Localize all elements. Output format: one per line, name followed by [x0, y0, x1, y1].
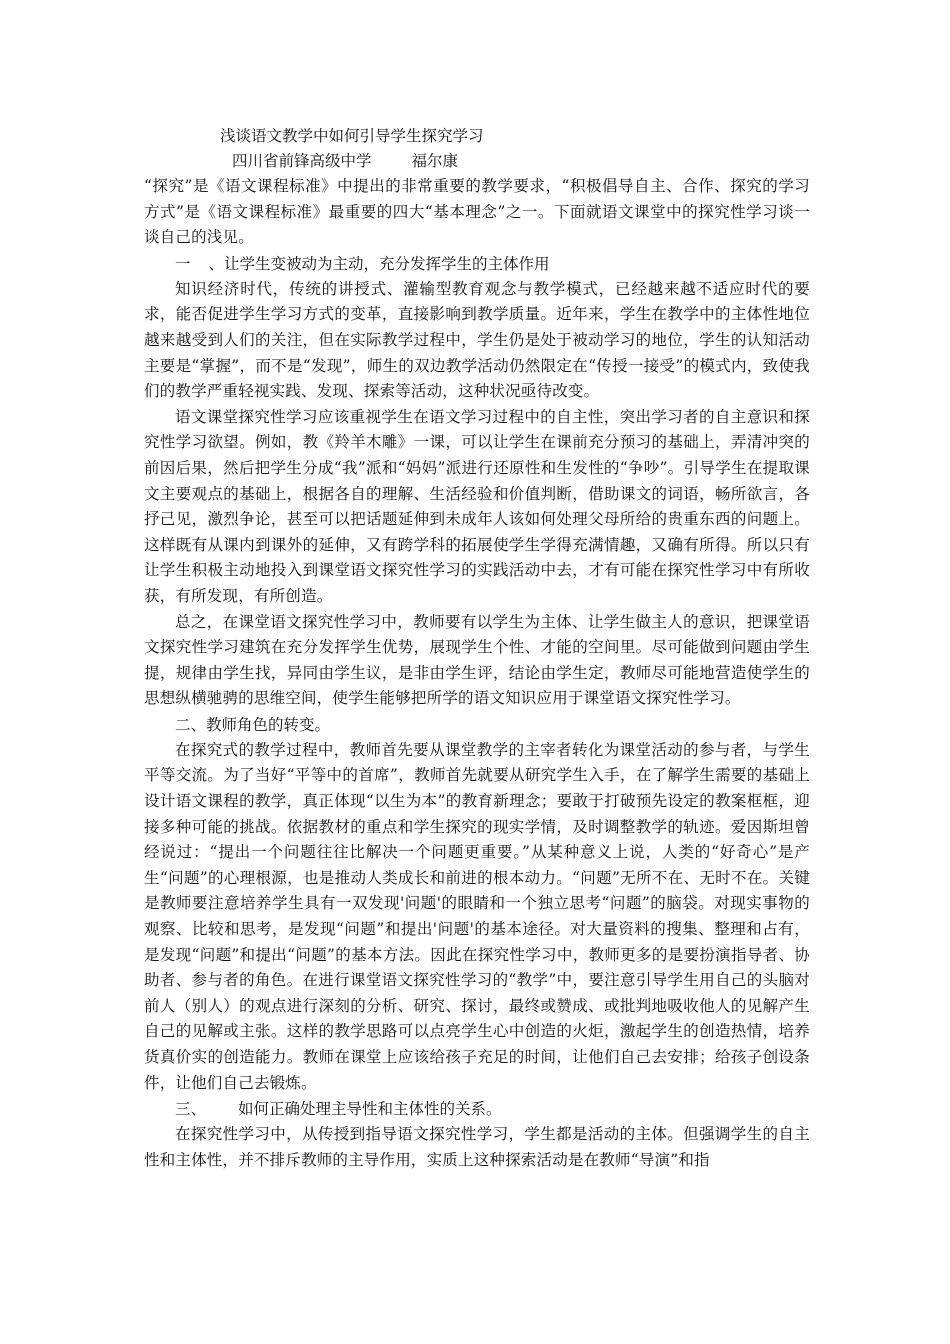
section-1-paragraph-2: 语文课堂探究性学习应该重视学生在语文学习过程中的自主性，突出学习者的自主意识和探究性学习欲望。例如，教《羚羊木雕》一课，可以让学生在课前充分预习的基础上，弄清冲突的前因后果，然后把学生分成“我”派和“妈妈”派进行还原性和生发性的“争吵”。引导学生在提取课文主要观点的基础上，根据各自的理解、生活经验和价值判断，借助课文的词语，畅所欲言，各抒己见，激烈争论，甚至可以把话题延伸到未成年人该如何处理父母所给的贵重东西的问题上。这样既有从课内到课外的延伸，又有跨学科的拓展使学生学得充满情趣，又确有所得。所以只有让学生积极主动地投入到课堂语文探究性学习的实践活动中去，才有可能在探究性学习中有所收获，有所发现，有所创造。 — [144, 407, 810, 605]
intro-paragraph: “探究”是《语文课程标准》中提出的非常重要的教学要求，“积极倡导自主、合作、探究的学习方式”是《语文课程标准》最重要的四大“基本理念”之一。下面就语文课堂中的探究性学习谈一谈自己的浅见。 — [144, 177, 810, 247]
section-3-paragraph-1: 在探究性学习中，从传授到指导语文探究性学习，学生都是活动的主体。但强调学生的自主性和主体性，并不排斥教师的主导作用，实质上这种探索活动是在教师“导演”和指 — [144, 1125, 810, 1169]
section-3-title: 如何正确处理主导性和主体性的关系。 — [238, 1100, 502, 1119]
document-page — [144, 124, 810, 1173]
section-2-heading — [144, 712, 810, 738]
section-3-number: 三、 — [175, 1100, 207, 1119]
section-1-number: 一 — [175, 254, 191, 273]
section-1-paragraph-3: 总之，在课堂语文探究性学习中，教师要有以学生为主体、让学生做主人的意识，把课堂语文探究性学习建筑在充分发挥学生优势，展现学生个性、才能的空间里。尽可能做到问题由学生提，规律由学生找，异同由学生议，是非由学生评，结论由学生定，教师尽可能地营造使学生的思想纵横驰骋的思维空间，使学生能够把所学的语文知识应用于课堂语文探究性学习。 — [144, 612, 810, 708]
author-name: 福尔康 — [411, 152, 459, 170]
section-2-title: 二、教师角色的转变。 — [175, 715, 331, 734]
section-1-title: 、让学生变被动为主动，充分发挥学生的主体作用 — [208, 254, 550, 273]
section-1-paragraph-1: 知识经济时代，传统的讲授式、灌输型教育观念与教学模式，已经越来越不适应时代的要求，能否促进学生学习方式的变革，直接影响到教学质量。近年来，学生在教学中的主体性地位越来越受到人们的关注，但在实际教学过程中，学生仍是处于被动学习的地位，学生的认知活动主要是“掌握”，而不是“发现”，师生的双边教学活动仍然限定在“传授一接受”的模式内，致使我们的教学严重轻视实践、发现、探索等活动，这种状况亟待改变。 — [144, 279, 810, 401]
school-name: 四川省前锋高级中学 — [232, 152, 372, 170]
section-1-heading — [144, 251, 810, 277]
document-title: 浅谈语文教学中如何引导学生探究学习 — [220, 127, 484, 145]
author-line — [232, 148, 810, 174]
section-2-paragraph-1: 在探究式的教学过程中，教师首先要从课堂教学的主宰者转化为课堂活动的参与者，与学生平等交流。为了当好“平等中的首席”，教师首先就要从研究学生入手，在了解学生需要的基础上设计语文课程的教学，真正体现“以生为本”的教育新理念；要敢于打破预先设定的教案框框，迎接多种可能的挑战。依据教材的重点和学生探究的现实学情，及时调整教学的轨迹。爱因斯坦曾经说过：“提出一个问题往往比解决一个问题更重要。”从某种意义上说，人类的“好奇心”是产生“问题”的心理根源，也是推动人类成长和前进的根本动力。“问题”无所不在、无时不在。关键是教师要注意培养学生具有一双发现'问题'的眼睛和一个独立思考“问题”的脑袋。对现实事物的观察、比较和思考，是发现“问题”和提出'问题'的基本途径。对大量资料的搜集、整理和占有，是发现“问题”和提出“问题”的基本方法。因此在探究性学习中，教师更多的是要扮演指导者、协助者、参与者的角色。在进行课堂语文探究性学习的“教学”中，要注意引导学生用自己的头脑对前人（别人）的观点进行深刻的分析、研究、探讨，最终或赞成、或批判地吸收他人的见解产生自己的见解或主张。这样的教学思路可以点亮学生心中创造的火炬，激起学生的创造热情，培养货真价实的创造能力。教师在课堂上应该给孩子充足的时间，让他们自己去安排；给孩子创设条件，让他们自己去锻炼。 — [144, 740, 810, 1092]
section-3-heading — [144, 1096, 810, 1122]
